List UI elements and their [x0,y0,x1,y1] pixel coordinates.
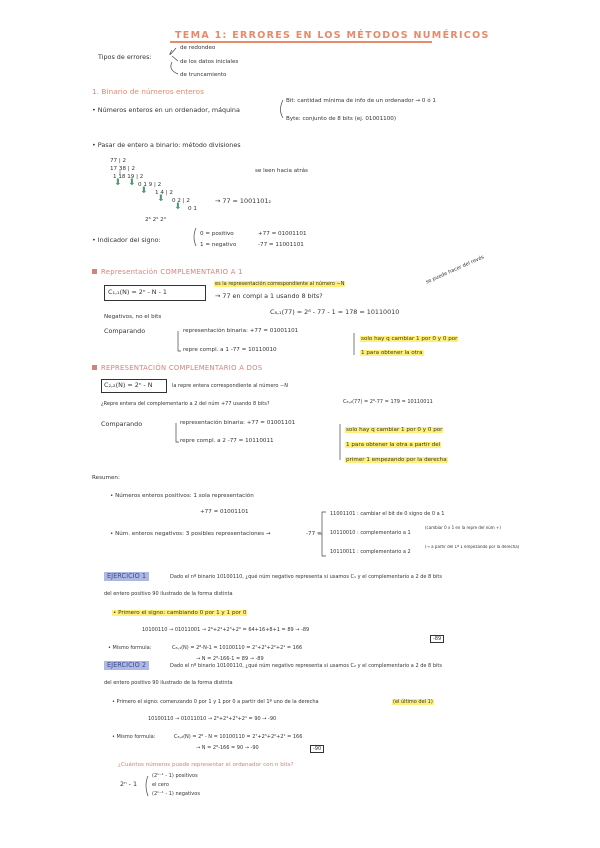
repr-2-note: (cambiar 0 x 1 en la repre del núm +) [425,526,501,531]
ej2-formula: C₈,₂(N) = 2⁸ - N = 10100110 = 2⁷+2⁵+2²+2¹ = 166 [174,734,303,740]
ej2-formula-label: • Mismo formula: [112,734,156,740]
div-row: 0 1 [188,206,197,212]
highlight-note: solo hay q cambiar 1 por 0 y 0 por [361,336,458,342]
binary-result: → 77 = 1001101₂ [215,197,271,205]
formula-c2: C₂,₂(N) = 2ⁿ - N [104,381,153,389]
comparando-label: Comparando [101,420,143,428]
highlight-note: primer 1 empezando por la derecha [346,457,447,463]
down-arrow-icon: ⬇ [174,202,182,212]
rep-binaria: representación binaria: +77 = 01001101 [183,328,299,334]
div-row: 0 2 | 2 [172,198,190,204]
question-option: (2ⁿ⁻¹ - 1) positivos [152,773,198,779]
formula-note: la repre entera correspondiente al número −N [172,383,288,389]
ej2-formula: → N = 2⁸-166 = 90 → -90 [196,745,259,751]
side-note: se puede hacer del revés [425,254,486,286]
section-heading-binario: 1. Binario de números enteros [92,87,204,96]
resumen-neg-ex: -77 = [306,531,322,537]
resumen-neg: • Núm. enteros negativos: 3 posibles representaciones → [110,531,271,537]
powers-text: 2⁶ 2⁵ 2⁰ [145,217,166,223]
question-total: 2ⁿ - 1 [120,780,138,788]
div-row: 77 | 2 [110,158,127,164]
pasar-text: • Pasar de entero a binario: método divisiones [92,141,241,149]
ej1-bullet: • Primero el signo: cambiando 0 por 1 y 1 por 0 [113,610,247,616]
ej2-text: del entero positivo 90 ilustrado de la forma distinta [104,680,233,686]
highlight-note: 1 para obtener la otra [361,350,423,356]
c1-question: → 77 en compl a 1 usando 8 bits? [215,292,323,300]
tipo-item: de truncamiento [180,72,227,78]
resumen-pos-ex: +77 = 01001101 [200,509,249,515]
negativo-text: 1 = negativo [200,242,237,248]
div-row: 1 18 19 | 2 [113,174,144,180]
ejercicio-1-tag: EJERCICIO 1 [104,572,149,581]
down-arrow-icon: ⬇ [140,186,148,196]
indicador-text: • Indicador del signo: [92,236,161,244]
down-arrow-icon: ⬇ [114,178,122,188]
section-heading-c2: REPRESENTACIÓN COMPLEMENTARIO A DOS [92,364,262,372]
repr-3-note: (→ a partir del 1ª 1 empezando por la derecha) [425,545,520,550]
page-title: TEMA 1: ERRORES EN LOS MÉTODOS NUMÉRICOS [175,30,490,41]
c2-calc: C₈,₂(77) = 2⁸-77 = 179 = 10110011 [343,399,433,405]
c2-question: ¿Repre entera del complementario a 2 del núm +77 usando 8 bits? [101,401,270,407]
formula-c1: C₁,₁(N) = 2ⁿ - N - 1 [108,288,167,296]
rep-binaria: representación binaria: +77 = 01001101 [180,420,296,426]
tipo-item: de redondeo [180,45,216,51]
ej1-formula: C₈,₁(N) = 2⁸-N-1 = 10100110 = 2⁷+2⁵+2²+2¹ = 166 [172,645,303,651]
question-option: el cero [152,782,169,788]
repr-2: 10110010 : complementario a 1 [330,530,411,536]
down-arrow-icon: ⬇ [157,194,165,204]
div-row: 1 4 | 2 [155,190,173,196]
ej1-line: 10100110 → 01011001 → 2⁶+2⁴+2³+2⁰ = 64+16+8+1 = 89 → -89 [142,627,310,633]
ej1-formula: → N = 2⁸-166-1 = 89 → -89 [196,656,264,662]
numeros-text: • Números enteros en un ordenador, máquina [92,106,240,114]
question-option: (2ⁿ⁻¹ - 1) negativos [152,791,200,797]
ej1-text: del entero positivo 90 ilustrado de la forma distinta [104,591,233,597]
resumen-pos: • Números enteros positivos: 1 sola representación [110,493,254,499]
section-heading-c1: Representación COMPLEMENTARIO A 1 [92,268,243,276]
positivo-text: 0 = positivo [200,231,234,237]
comparando-label: Comparando [104,327,146,335]
resumen-label: Resumen: [92,475,120,481]
bit-text: Bit: cantidad mínima de info de un ordenador → 0 ó 1 [286,98,436,104]
ej2-highlight: (el último del 1) [393,699,433,705]
byte-text: Byte: conjunto de 8 bits (ej. 01001100) [286,116,397,122]
ej2-answer: -90 [310,745,324,753]
ej1-text: Dado el nº binario 10100110, ¿qué núm negativo representa si usamos C₁ y el complementario a 2 de 8 bits [170,574,442,580]
rep-compl: repre compl. a 2 -77 = 10110011 [180,438,274,444]
ej2-line: 10100110 → 01011010 → 2⁶+2⁴+2³+2¹ = 90 → -90 [148,716,277,722]
ej2-text: Dado el nº binario 10100110, ¿qué núm negativo representa si usamos C₂ y el complementario a 2 de 8 bits [170,663,442,669]
down-arrow-icon: ⬇ [128,178,136,188]
div-row: 0 1 9 | 2 [138,182,162,188]
ej1-formula-label: • Mismo formula: [108,645,152,651]
positivo-example: +77 = 01001101 [258,231,307,237]
repr-1: 11001101 : cambiar el bit de 0 signo de 0 a 1 [330,511,445,517]
ej1-answer: -89 [430,635,444,643]
highlight-note: 1 para obtener la otra a partir del [346,442,441,448]
c1-calc: C₈,₁(77) = 2⁸ - 77 - 1 = 178 = 10110010 [270,308,400,316]
ej2-bullet: • Primero el signo: comenzando 0 por 1 y 1 por 0 a partir del 1º uno de la derecha [112,699,319,705]
highlight-note: solo hay q cambiar 1 por 0 y 0 por [346,427,443,433]
ejercicio-2-tag: EJERCICIO 2 [104,661,149,670]
tipo-item: de los datos iniciales [180,59,239,65]
div-row: 17 38 | 2 [110,166,136,172]
negativo-example: -77 = 11001101 [258,242,304,248]
tipos-label: Tipos de errores: [98,53,152,61]
formula-note: es la representación correspondiente al número −N [215,281,345,287]
question-text: ¿Cuántos números puede representar el ordenador con n bits? [118,762,294,768]
negativos-text: Negativos, no el bits [104,314,162,320]
rep-compl: repre compl. a 1 -77 = 10110010 [183,347,277,353]
leen-text: se leen hacia atrás [255,168,308,174]
repr-3: 10110011 : complementario a 2 [330,549,411,555]
